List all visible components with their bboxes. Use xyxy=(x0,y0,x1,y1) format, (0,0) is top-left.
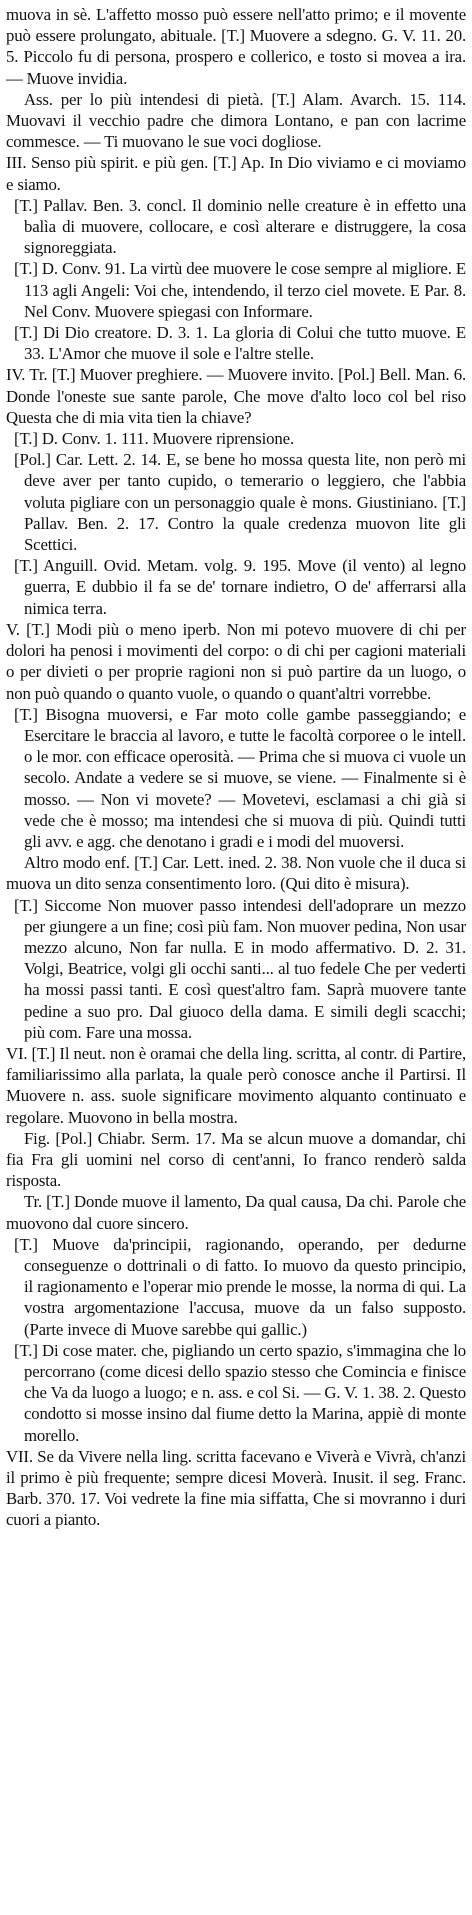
citation-paragraph: [T.] D. Conv. 1. 111. Muovere riprensione. xyxy=(14,429,295,449)
entry-paragraph: Fig. [Pol.] Chiabr. Serm. 17. Ma se alcun muove a domandar, chi fia Fra gli uomini nel corso di cent'anni, Io franco renderò salda risposta. xyxy=(6,1128,466,1191)
citation-paragraph: [T.] Bisogna muoversi, e Far moto colle gambe passeggiando; e Esercitare le braccia al lavoro, e tutte le facoltà corporee o le intell. o le mor. con efficace operosità. — Prima che si muova ci vuole un secolo. Andate a vedere se si muove, se viene. — Finalmente si è mosso. — Non vi movete? — Movetevi, esclamasi a chi già si vede che è mosso; ma intendesi che si muova di più. Quindi tutti gli avv. e agg. che denotano i gradi e i modi del muoversi. xyxy=(14,704,466,851)
entry-paragraph: Tr. [T.] Donde muove il lamento, Da qual causa, Da chi. Parole che muovono dal cuore sincero. xyxy=(6,1192,466,1233)
sense-heading-paragraph: V. [T.] Modi più o meno iperb. Non mi potevo muovere di chi per dolori ha penosi i movimenti del corpo: o di chi per cagioni materiali o per divieti o per proprie ragioni non si può partire da un luogo, o non può quando o quanto vuole, o quando o quant'altri vorrebbe. xyxy=(6,619,466,703)
citation-paragraph: [Pol.] Car. Lett. 2. 14. E, se bene ho mossa questa lite, non però mi deve aver per tanto cupido, o temerario o leggiero, che l'abbia voluta pigliare con un personaggio quale è mons. Giustiniano. [T.] Pallav. Ben. 2. 17. Contro la quale credenza muovon lite gli Scettici. xyxy=(14,450,466,555)
sense-heading-paragraph: VII. Se da Vivere nella ling. scritta facevano e Viverà e Vivrà, ch'anzi il primo è più frequente; sempre dicesi Moverà. Inusit. il seg. Franc. Barb. 370. 17. Voi vedrete la fine mia siffatta, Che si movranno i duri cuori a pianto. xyxy=(6,1446,466,1530)
citation-paragraph: [T.] Pallav. Ben. 3. concl. Il dominio nelle creature è in effetto una balìa di muovere, collocare, e così alterare e distruggere, la cosa signoreggiata. xyxy=(14,195,466,258)
entry-paragraph: Ass. per lo più intendesi di pietà. [T.] Alam. Avarch. 15. 114. Muovavi il vecchio padre che dimora Lontano, e pan con lacrime commesce. — Ti muovano le sue voci dogliose. xyxy=(6,89,466,152)
sense-heading-paragraph: III. Senso più spirit. e più gen. [T.] Ap. In Dio viviamo e ci moviamo e siamo. xyxy=(6,153,466,194)
citation-paragraph: [T.] Muove da'principii, ragionando, operando, per dedurne conseguenze o dottrinali o di fatto. Io muovo da questo principio, il ragionamento e l'operar mio prende le mosse, la norma di qui. La vostra argomentazione l'accusa, muove da un falso supposto. (Parte invece di Muove sarebbe qui gallic.) xyxy=(14,1234,466,1339)
sense-heading-paragraph: VI. [T.] Il neut. non è oramai che della ling. scritta, al contr. di Partire, familiarissimo alla parlata, la quale però conosce anche il Partirsi. Il Muovere n. ass. suole significare movimento alquanto continuato e regolare. Muovono in bella mostra. xyxy=(6,1043,466,1127)
citation-paragraph: [T.] Siccome Non muover passo intendesi dell'adoprare un mezzo per giungere a un fine; così più fam. Non muover pedina, Non usar mezzo alcuno, Non far nulla. E in modo affermativo. D. 2. 31. Volgi, Beatrice, volgi gli occhi santi... al tuo fedele Che per vederti ha mossi passi tanti. E così quest'altro fam. Saprà muovere tante pedine a suo pro. Dal giuoco della dama. E simili degli scacchi; più com. Fare una mossa. xyxy=(14,895,466,1042)
citation-paragraph: [T.] D. Conv. 91. La virtù dee muovere le cose sempre al migliore. E 113 agli Angeli: Voi che, intendendo, il terzo ciel movete. E Par. 8. Nel Conv. Muovere spiegasi con Informare. xyxy=(14,259,466,321)
citation-paragraph: [T.] Di Dio creatore. D. 3. 1. La gloria di Colui che tutto muove. E 33. L'Amor che muove il sole e l'altre stelle. xyxy=(14,323,466,364)
sense-heading-paragraph: IV. Tr. [T.] Muover preghiere. — Muovere invito. [Pol.] Bell. Man. 6. Donde l'oneste sue sante parole, Che move d'alto loco col bel riso Questa che di mia vita tien la chiave? xyxy=(6,365,466,427)
entry-paragraph: Altro modo enf. [T.] Car. Lett. ined. 2. 38. Non vuole che il duca si muova un dito senza consentimento loro. (Qui dito è misura). xyxy=(6,853,466,894)
citation-paragraph: [T.] Di cose mater. che, pigliando un certo spazio, s'immagina che lo percorrano (come dicesi dello spazio stesso che Comincia e finisce che Va da luogo a luogo; e n. ass. e col Si. — G. V. 1. 38. 2. Questo condotto si mosse insino dal fiume detto la Marina, appiè di monte morello. xyxy=(14,1340,466,1445)
entry-paragraph: muova in sè. L'affetto mosso può essere nell'atto primo; e il movente può essere prolungato, abituale. [T.] Muovere a sdegno. G. V. 11. 20. 5. Piccolo fu di persona, prospero e collerico, e tosto si movea a ira. — Muove invidia. xyxy=(6,5,466,88)
citation-paragraph: [T.] Anguill. Ovid. Metam. volg. 9. 195. Move (il vento) al legno guerra, E dubbio il fa se de' tornare indietro, O de' afferrarsi alla nimica terra. xyxy=(14,556,466,618)
